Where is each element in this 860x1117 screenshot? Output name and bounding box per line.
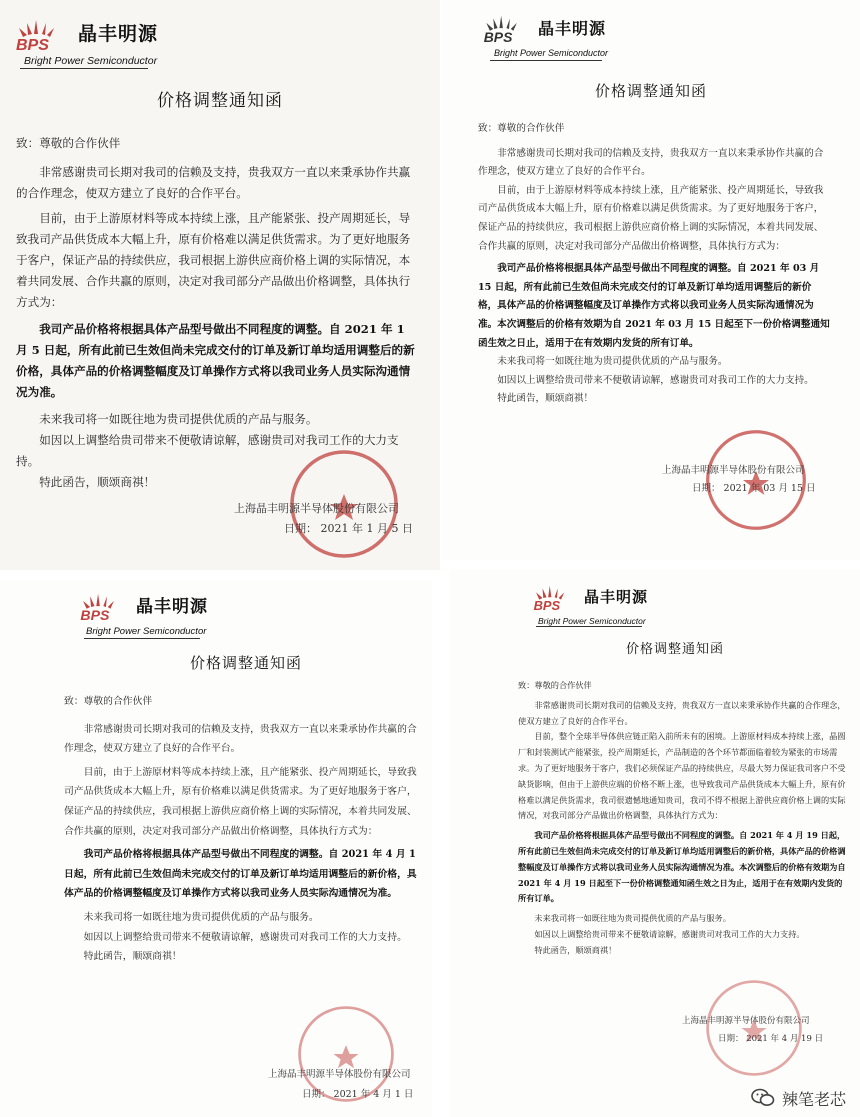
brand-name: 晶丰明源 xyxy=(136,597,208,617)
signature-company: 上海晶丰明源半导体股份有限公司 xyxy=(268,1069,411,1080)
paragraph-closing: 特此函告，顺颂商祺！ xyxy=(83,951,182,963)
notice-body xyxy=(64,692,420,967)
paragraph-future: 未来我司将一如既往地为贵司提供优质的产品与服务。 xyxy=(39,412,318,426)
company-logo xyxy=(14,18,158,52)
svg-text:BPS: BPS xyxy=(533,598,561,612)
greeting: 致：尊敬的合作伙伴 xyxy=(64,696,153,707)
paragraph-apology: 如因以上调整给贵司带来不便敬请谅解，感谢贵司对我司工作的大力支持。 xyxy=(497,374,814,386)
brand-name: 晶丰明源 xyxy=(78,23,159,45)
brand-tagline: Bright Power Semiconductor xyxy=(538,616,646,626)
signature-date: 日期： 2021 年 03 月 15 日 xyxy=(692,483,816,494)
notice-letter-4 xyxy=(450,570,860,1117)
paragraph-future: 未来我司将一如既往地为贵司提供优质的产品与服务。 xyxy=(534,913,731,924)
brand-tagline: Bright Power Semiconductor xyxy=(86,626,207,637)
paragraph-adjustment: 我司产品价格将根据具体产品型号做出不同程度的调整。自 2021 年 1 月 5 日起，所有此前已生效但尚未完成交付的订单及新订单均适用调整后的新价格，具体产品的价格调整幅度及订单操作方式将以我司业务人员实际沟通情况为准。 xyxy=(16,322,415,399)
paragraph-reason: 目前，由于上游原材料等成本持续上涨，且产能紧张、投产周期延长，导致我司产品供货成本大幅上升，原有价格难以满足供货需求。为了更好地服务于客户，保证产品的持续供应，我司根据上游供应商价格上调的实际情况，本着共同发展、合作共赢的原则，决定对我司部分产品做出价格调整，具体执行方式为： xyxy=(16,211,411,309)
signature-date: 日期： 2021 年 4 月 19 日 xyxy=(718,1034,824,1044)
paragraph-reason: 目前，由于上游原材料等成本持续上涨，且产能紧张、投产周期延长，导致我司产品供货成本大幅上升，原有价格难以满足供货需求。为了更好地服务于客户，保证产品的持续供应，我司根据上游供应商价格上调的实际情况，本着共同发展、合作共赢的原则，决定对我司部分产品做出价格调整，具体执行方式为： xyxy=(478,184,824,252)
bps-logo-icon xyxy=(532,584,582,612)
header-rule xyxy=(536,626,642,627)
paragraph-apology: 如因以上调整给贵司带来不便敬请谅解，感谢贵司对我司工作的大力支持。 xyxy=(16,433,399,468)
paragraph-thanks: 非常感谢贵司长期对我司的信赖及支持，贵我双方一直以来秉承协作共赢的合作理念，使双方建立了良好的合作平台。 xyxy=(16,165,411,200)
paragraph-thanks: 非常感谢贵司长期对我司的信赖及支持，贵我双方一直以来秉承协作共赢的合作理念，使双方建立了良好的合作平台。 xyxy=(518,699,846,726)
svg-text:BPS: BPS xyxy=(16,37,49,52)
greeting: 致：尊敬的合作伙伴 xyxy=(518,680,592,690)
signature-date: 日期： 2021 年 1 月 5 日 xyxy=(284,522,413,535)
signature-company: 上海晶丰明源半导体股份有限公司 xyxy=(682,1016,810,1026)
signature-date: 日期： 2021 年 4 月 1 日 xyxy=(302,1089,414,1100)
notice-body xyxy=(518,678,848,959)
company-seal-icon xyxy=(704,978,804,1078)
brand-tagline: Bright Power Semiconductor xyxy=(24,55,158,67)
notice-letter-3 xyxy=(0,580,432,1117)
paragraph-reason: 目前，整个全球半导体供应链正陷入前所未有的困境。上游原材料成本持续上涨，晶圆厂和封装测试产能紧张，投产周期延长，产品制造的各个环节都面临着较为紧张的市场需求。为了更好地服务于客户，我们必须保证产品的持续供应，尽最大努力保证我司客户不受缺货影响，但由于上游供应端的价格不断上涨，也导致我司产品供货成本大幅上升，原有价格难以满足供货需求，我司很遗憾地通知贵司，我司不得不根据上游供应商价格上调的实际情况，对我司部分产品做出价格调整，具体执行方式为： xyxy=(518,731,846,821)
notice-title: 价格调整通知函 xyxy=(594,82,707,100)
header-rule xyxy=(20,68,148,69)
notice-letter-1 xyxy=(0,0,440,570)
watermark-text: 辣笔老芯 xyxy=(781,1089,846,1109)
greeting: 致：尊敬的合作伙伴 xyxy=(478,123,565,134)
paragraph-thanks: 非常感谢贵司长期对我司的信赖及支持，贵我双方一直以来秉承协作共赢的合作理念，使双方建立了良好的合作平台。 xyxy=(478,147,824,178)
signature-company: 上海晶丰明源半导体股份有限公司 xyxy=(234,502,399,515)
notice-body xyxy=(16,133,420,493)
paragraph-apology: 如因以上调整给贵司带来不便敬请谅解，感谢贵司对我司工作的大力支持。 xyxy=(534,928,805,939)
paragraph-closing: 特此函告，顺颂商祺！ xyxy=(534,944,617,955)
wechat-watermark xyxy=(750,1085,846,1111)
paragraph-closing: 特此函告，顺颂商祺！ xyxy=(497,393,594,405)
notice-title: 价格调整通知函 xyxy=(157,91,283,111)
brand-name: 晶丰明源 xyxy=(538,19,607,38)
notice-title: 价格调整通知函 xyxy=(189,654,302,672)
paragraph-apology: 如因以上调整给贵司带来不便敬请谅解，感谢贵司对我司工作的大力支持。 xyxy=(83,931,407,943)
header-rule xyxy=(490,60,602,61)
wechat-icon xyxy=(750,1085,776,1111)
company-logo xyxy=(78,592,208,622)
paragraph-closing: 特此函告，顺颂商祺！ xyxy=(39,475,156,489)
bps-logo-icon xyxy=(78,592,134,622)
notice-letter-2 xyxy=(442,0,860,560)
paragraph-future: 未来我司将一如既往地为贵司提供优质的产品与服务。 xyxy=(497,356,728,368)
paragraph-reason: 目前，由于上游原材料等成本持续上涨，且产能紧张、投产周期延长，导致我司产品供货成本大幅上升，原有价格难以满足供货需求。为了更好地服务于客户，保证产品的持续供应，我司根据上游供应商价格上调的实际情况，本着共同发展、合作共赢的原则，决定对我司部分产品做出价格调整，具体执行方式为： xyxy=(64,766,417,837)
bps-logo-icon xyxy=(482,14,536,44)
greeting: 致：尊敬的合作伙伴 xyxy=(16,136,121,150)
signature-company: 上海晶丰明源半导体股份有限公司 xyxy=(662,465,805,476)
paragraph-adjustment: 我司产品价格将根据具体产品型号做出不同程度的调整。自 2021 年 4 月 19 日起，所有此前已生效但尚未完成交付的订单及新订单均适用调整后的新价格，具体产品的价格调整幅度及订单操作方式将以我司业务人员实际沟通情况为准。本次调整后的价格有效期为自 2021 年 4 月 19 日起至下一份价格调整通知函生效之日为止，适用于在有效期内发货的所有订单。 xyxy=(518,830,846,904)
header-rule xyxy=(84,638,200,639)
notice-title: 价格调整通知函 xyxy=(625,642,724,657)
svg-text:BPS: BPS xyxy=(80,607,110,622)
svg-text:BPS: BPS xyxy=(483,29,513,44)
brand-tagline: Bright Power Semiconductor xyxy=(494,48,609,58)
brand-name: 晶丰明源 xyxy=(584,588,649,606)
notice-body xyxy=(478,120,830,409)
paragraph-adjustment: 我司产品价格将根据具体产品型号做出不同程度的调整。自 2021 年 4 月 1 日起，所有此前已生效但尚未完成交付的订单及新订单均适用调整后的新价格，具体产品的价格调整幅度及订单操作方式将以我司业务人员实际沟通情况为准。 xyxy=(64,849,417,900)
paragraph-thanks: 非常感谢贵司长期对我司的信赖及支持，贵我双方一直以来秉承协作共赢的合作理念，使双方建立了良好的合作平台。 xyxy=(64,723,417,755)
company-logo xyxy=(482,14,606,44)
paragraph-future: 未来我司将一如既往地为贵司提供优质的产品与服务。 xyxy=(83,911,319,923)
paragraph-adjustment: 我司产品价格将根据具体产品型号做出不同程度的调整。自 2021 年 03 月 15 日起，所有此前已生效但尚未完成交付的订单及新订单均适用调整后的新价格，具体产品的价格调整幅度及订单操作方式将以我司业务人员实际沟通情况为准。本次调整后的价格有效期为自 2021 年 03 月 15 日起至下一份价格调整通知函生效之日止，适用于在有效期内发货的所有订单。 xyxy=(478,263,830,349)
bps-logo-icon xyxy=(14,18,76,52)
company-logo xyxy=(532,584,648,612)
